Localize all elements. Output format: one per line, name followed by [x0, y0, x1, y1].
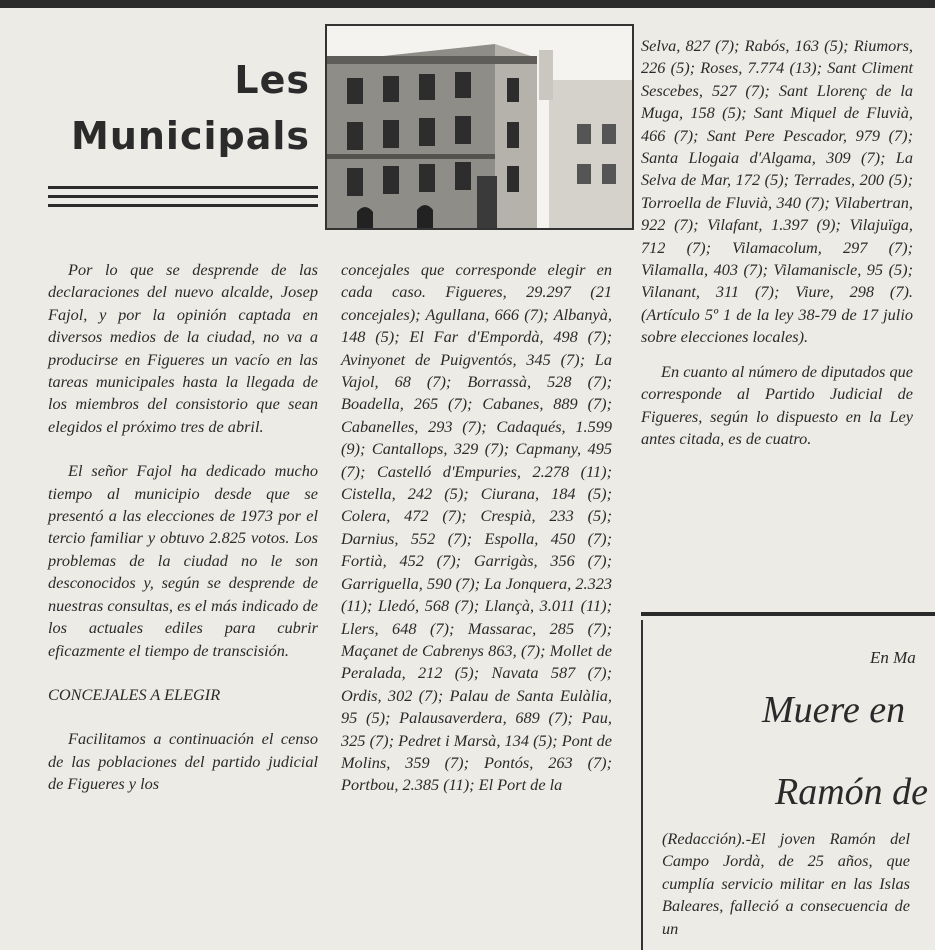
- paragraph-censo: Facilitamos a continuación el censo de las poblaciones del partido judicial de Figueres y los: [48, 729, 318, 794]
- section-title-line2: Municipals: [71, 114, 310, 158]
- second-article-rule: [641, 612, 935, 616]
- second-article-kicker: En Ma: [870, 648, 916, 667]
- paragraph-intro: Por lo que se desprende de las declaraciones del nuevo alcalde, Josep Fajol, y por la opinión captada en diversos medios de la ciudad, no va a producirse en Figueres un vacío en las tareas municipales hasta la llegada de los miembros del consistorio que sean elegidos el próximo tres de abril.: [48, 260, 318, 436]
- paragraph-census-list: concejales que corresponde elegir en cada caso. Figueres, 29.297 (21 concejales); Agullana, 666 (7); Albanyà, 148 (5); El Far d'Empordà, 498 (7); Avinyonet de Puigventós, 345 (7); La Vajol, 68 (7); Borrassà, 528 (7); Boadella, 265 (7); Cabanes, 889 (7); Cabanelles, 293 (7); Cadaqués, 1.599 (9); Cantallops, 329 (7); Capmany, 495 (7); Castelló d'Empuries, 2.278 (11); Cistella, 242 (5); Ciurana, 184 (5); Colera, 472 (7); Crespià, 233 (5); Darnius, 552 (7); Espolla, 450 (7); Fortià, 452 (7); Garrigàs, 356 (7); Garriguella, 590 (7); La Jonquera, 2.323 (11); Lledó, 568 (7); Llançà, 3.011 (11); Llers, 648 (7); Massarac, 285 (7); Maçanet de Cabrenys 863, (7); Mollet de Peralada, 212 (5); Navata 587 (7); Ordis, 302 (7); Palau de Santa Eulàlia, 95 (5); Palausaverdera, 689 (7); Pau, 325 (7); Pedret i Marsà, 134 (5); Pont de Molins, 359 (7); Pontós, 263 (7); Portbou, 2.385 (11); El Port de la: [341, 260, 612, 795]
- article-column-2: [341, 259, 612, 797]
- header-rule-1: [48, 186, 318, 189]
- subheading-concejales: CONCEJALES A ELEGIR: [48, 684, 221, 704]
- article-column-3: [641, 35, 913, 450]
- paragraph-census-continued: Selva, 827 (7); Rabós, 163 (5); Riumors, 226 (5); Roses, 7.774 (13); Sant Climent Sescebes, 527 (7); Sant Llorenç de la Muga, 158 (5); Sant Miquel de Fluvià, 466 (7); Sant Pere Pescador, 979 (7); Santa Llogaia d'Algama, 309 (7); La Selva de Mar, 172 (5); Terrades, 200 (5); Torroella de Fluvià, 340 (7); Vilabertran, 922 (7); Vilafant, 1.397 (9); Vilajuïga, 712 (7); Vilamacolum, 297 (7); Vilamalla, 403 (7); Vilamaniscle, 95 (5); Vilanant, 311 (7); Viure, 298 (7). (Artículo 5º 1 de la ley 38-79 de 17 julio sobre elecciones locales).: [641, 36, 913, 347]
- section-title-line1: Les: [234, 58, 310, 102]
- section-title: [40, 52, 310, 164]
- article-column-1: [48, 259, 318, 796]
- paragraph-diputados: En cuanto al número de diputados que corresponde al Partido Judicial de Figueres, según lo dispuesto en la Ley antes citada, es de cuatro.: [641, 361, 913, 448]
- second-article-headline-line2: Ramón de: [775, 771, 929, 813]
- second-article-headline-line1: Muere en: [762, 689, 906, 731]
- second-article-body: [662, 828, 910, 937]
- second-article-text: (Redacción).-El joven Ramón del Campo Jordà, de 25 años, que cumplía servicio militar en las Islas Baleares, falleció a consecuencia de un: [662, 829, 910, 937]
- paragraph-fajol: El señor Fajol ha dedicado mucho tiempo al municipio desde que se presentó a las elecciones de 1973 por el tercio familiar y obtuvo 2.825 votos. Los problemas de la ciudad no le son desconocidos y, según se desprende de nuestras consultas, es el más indicado de los actuales ediles para cubrir eficazmente el tiempo de transcisión.: [48, 461, 318, 660]
- building-photo: [325, 24, 634, 230]
- building-illustration: [327, 26, 632, 228]
- top-rule: [0, 0, 935, 8]
- header-rule-3: [48, 204, 318, 207]
- header-rule-2: [48, 195, 318, 198]
